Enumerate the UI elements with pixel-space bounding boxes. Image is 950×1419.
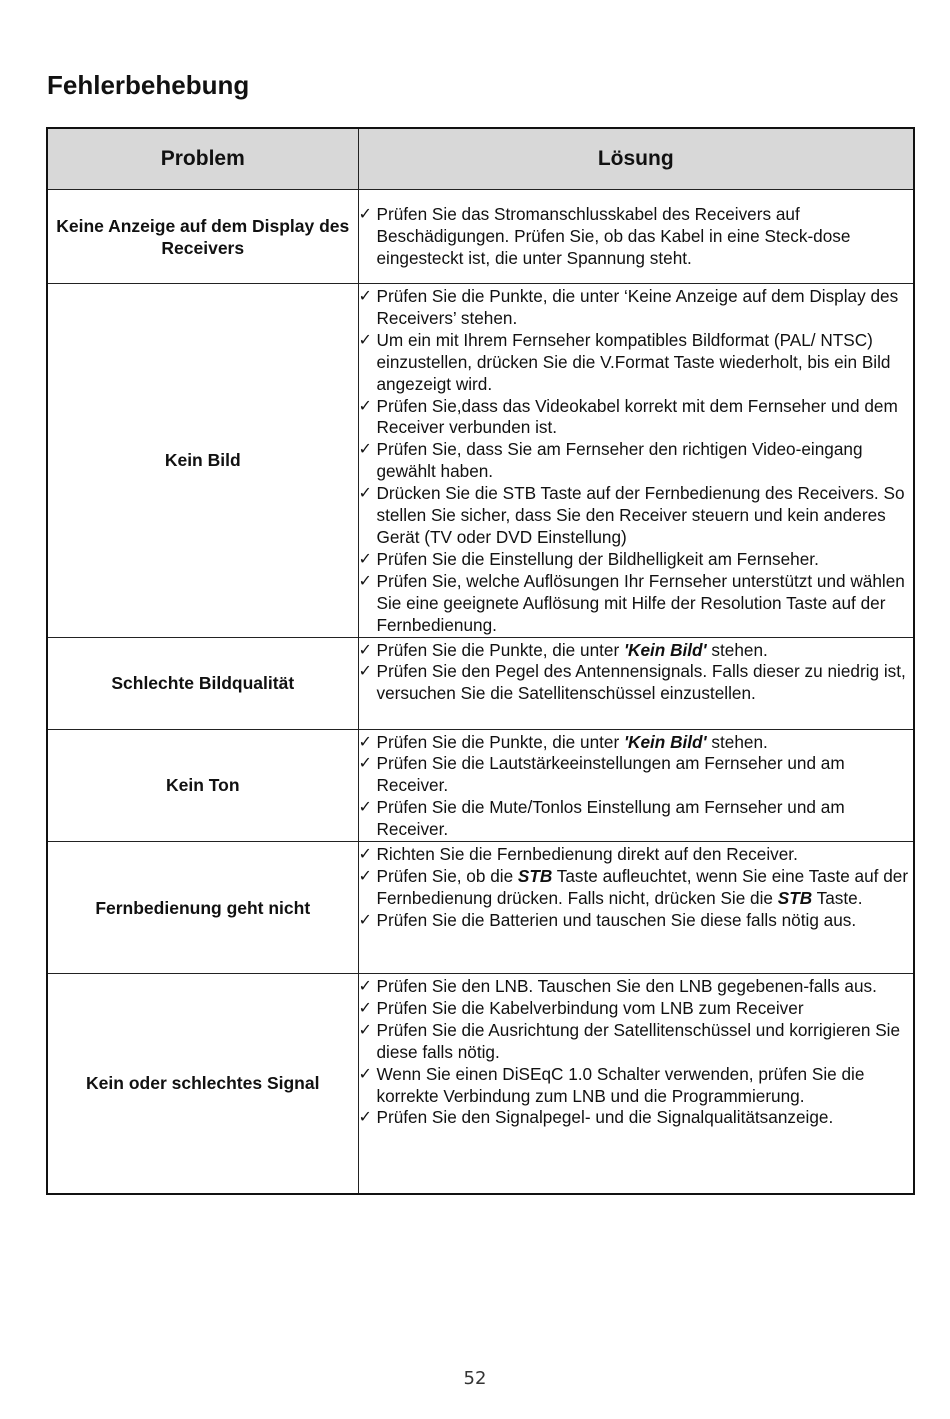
emphasis-text: STB: [777, 887, 813, 908]
solution-item: [359, 976, 914, 998]
solution-item: [359, 797, 914, 841]
checkmark-icon: ✓: [358, 641, 372, 659]
table-row: [47, 284, 914, 638]
solution-cell: [358, 637, 914, 729]
solution-list: [359, 976, 914, 1129]
solution-text: Prüfen Sie, welche Auflösungen Ihr Fernseher unterstützt und wählen Sie eine geeignete Auflösung mit Hilfe der Resolution Taste auf der Fernbedienung.: [376, 570, 905, 635]
solution-item: [359, 661, 914, 705]
emphasis-text: STB: [517, 865, 553, 886]
table-body: [47, 190, 914, 1194]
table-row: [47, 190, 914, 284]
solution-text: stehen.: [706, 639, 768, 660]
table-row: [47, 729, 914, 842]
table-row: [47, 842, 914, 974]
solution-text: Prüfen Sie, dass Sie am Fernseher den richtigen Video-eingang gewählt haben.: [376, 439, 863, 482]
solution-text: Prüfen Sie die Punkte, die unter: [376, 731, 624, 752]
solution-text: Taste.: [812, 887, 863, 908]
solution-item: [359, 330, 914, 396]
solution-list: [359, 640, 914, 706]
solution-text: Prüfen Sie den Pegel des Antennensignals. Falls dieser zu niedrig ist, versuchen Sie die Satellitenschüssel einzustellen.: [376, 661, 906, 704]
solution-item: [359, 1064, 914, 1108]
solution-item: [359, 483, 914, 549]
checkmark-icon: ✓: [358, 206, 372, 223]
solution-item: [359, 439, 914, 483]
troubleshooting-table: [46, 127, 915, 1195]
checkmark-icon: ✓: [358, 755, 372, 773]
problem-cell: Schlechte Bildqualität: [47, 637, 358, 729]
solution-cell: [358, 190, 914, 284]
solution-text: Prüfen Sie, ob die: [376, 865, 518, 886]
page-title: Fehlerbehebung: [47, 70, 250, 100]
problem-cell: Keine Anzeige auf dem Display des Receivers: [47, 190, 358, 284]
solution-item: [359, 549, 914, 571]
checkmark-icon: ✓: [358, 663, 372, 681]
problem-cell: Kein oder schlechtes Signal: [47, 974, 358, 1194]
solution-item: [359, 844, 914, 866]
solution-list: [359, 732, 914, 842]
solution-text: Prüfen Sie die Mute/Tonlos Einstellung am Fernseher und am Receiver.: [376, 797, 845, 840]
solution-item: [359, 571, 914, 637]
checkmark-icon: ✓: [358, 911, 372, 929]
problem-cell: Kein Bild: [47, 284, 358, 638]
solution-text: Prüfen Sie den Signalpegel- und die Signalqualitätsanzeige.: [376, 1107, 834, 1128]
solution-item: [359, 204, 914, 270]
solution-text: Prüfen Sie die Lautstärkeeinstellungen am Fernseher und am Receiver.: [376, 753, 845, 796]
solution-text: Prüfen Sie die Punkte, die unter: [376, 639, 624, 660]
solution-text: Prüfen Sie die Batterien und tauschen Sie diese falls nötig aus.: [376, 909, 857, 930]
emphasis-text: 'Kein Bild': [623, 731, 707, 752]
solution-cell: [358, 842, 914, 974]
emphasis-text: 'Kein Bild': [623, 639, 707, 660]
checkmark-icon: ✓: [358, 799, 372, 817]
checkmark-icon: ✓: [358, 1065, 372, 1083]
solution-item: [359, 396, 914, 440]
table-row: [47, 637, 914, 729]
table-row: [47, 974, 914, 1194]
checkmark-icon: ✓: [358, 288, 372, 305]
checkmark-icon: ✓: [358, 572, 372, 590]
checkmark-icon: ✓: [358, 867, 372, 885]
solution-text: Prüfen Sie die Einstellung der Bildhelligkeit am Fernseher.: [376, 548, 819, 569]
solution-item: [359, 640, 914, 662]
solution-list: [359, 844, 914, 932]
checkmark-icon: ✓: [358, 1109, 372, 1127]
solution-text: Taste aufleuchtet, wenn Sie eine Taste auf der Fernbedienung drücken. Falls nicht, drücken Sie die: [376, 865, 909, 908]
table-header-row: [47, 128, 914, 190]
solution-text: Richten Sie die Fernbedienung direkt auf den Receiver.: [376, 844, 798, 865]
solution-text: Drücken Sie die STB Taste auf der Fernbedienung des Receivers. So stellen Sie sicher, dass Sie den Receiver steuern und kein anderes Gerät (TV oder DVD Einstellung): [376, 483, 905, 547]
problem-cell: Kein Ton: [47, 729, 358, 842]
solution-cell: [358, 284, 914, 638]
solution-item: [359, 998, 914, 1020]
solution-text: Prüfen Sie,dass das Videokabel korrekt mit dem Fernseher und dem Receiver verbunden ist.: [376, 395, 898, 438]
checkmark-icon: ✓: [358, 733, 372, 751]
solution-item: [359, 1107, 914, 1129]
header-problem: Problem: [47, 128, 358, 190]
checkmark-icon: ✓: [358, 1021, 372, 1039]
checkmark-icon: ✓: [358, 397, 372, 415]
solution-item: [359, 910, 914, 932]
problem-cell: Fernbedienung geht nicht: [47, 842, 358, 974]
solution-text: stehen.: [706, 731, 768, 752]
solution-text: Prüfen Sie den LNB. Tauschen Sie den LNB gegebenen-falls aus.: [376, 976, 877, 997]
solution-text: Wenn Sie einen DiSEqC 1.0 Schalter verwenden, prüfen Sie die korrekte Verbindung zum LNB und die Programmierung.: [376, 1063, 865, 1106]
checkmark-icon: ✓: [358, 485, 372, 503]
solution-text: Prüfen Sie die Punkte, die unter ‘Keine Anzeige auf dem Display des Receivers’ stehen.: [376, 286, 899, 328]
solution-cell: [358, 974, 914, 1194]
solution-list: [359, 204, 914, 270]
checkmark-icon: ✓: [358, 331, 372, 349]
checkmark-icon: ✓: [358, 550, 372, 568]
solution-text: Prüfen Sie die Kabelverbindung vom LNB zum Receiver: [376, 997, 804, 1018]
checkmark-icon: ✓: [358, 846, 372, 864]
checkmark-icon: ✓: [358, 999, 372, 1017]
solution-text: Prüfen Sie das Stromanschlusskabel des Receivers auf Beschädigungen. Prüfen Sie, ob das Kabel in eine Steck-dose eingesteckt ist, die unter Spannung steht.: [376, 204, 851, 268]
solution-text: Um ein mit Ihrem Fernseher kompatibles Bildformat (PAL/ NTSC) einzustellen, drücken Sie die V.Format Taste wiederholt, bis ein Bild angezeigt wird.: [376, 329, 891, 394]
solution-item: [359, 866, 914, 910]
header-solution: Lösung: [358, 128, 914, 190]
solution-cell: [358, 729, 914, 842]
solution-text: Prüfen Sie die Ausrichtung der Satellitenschüssel und korrigieren Sie diese falls nötig.: [376, 1019, 901, 1062]
page-number: 52: [463, 1368, 487, 1389]
solution-item: [359, 286, 914, 330]
solution-item: [359, 1020, 914, 1064]
checkmark-icon: ✓: [358, 978, 372, 996]
solution-item: [359, 753, 914, 797]
solution-item: [359, 732, 914, 754]
checkmark-icon: ✓: [358, 441, 372, 459]
solution-list: [359, 286, 914, 637]
